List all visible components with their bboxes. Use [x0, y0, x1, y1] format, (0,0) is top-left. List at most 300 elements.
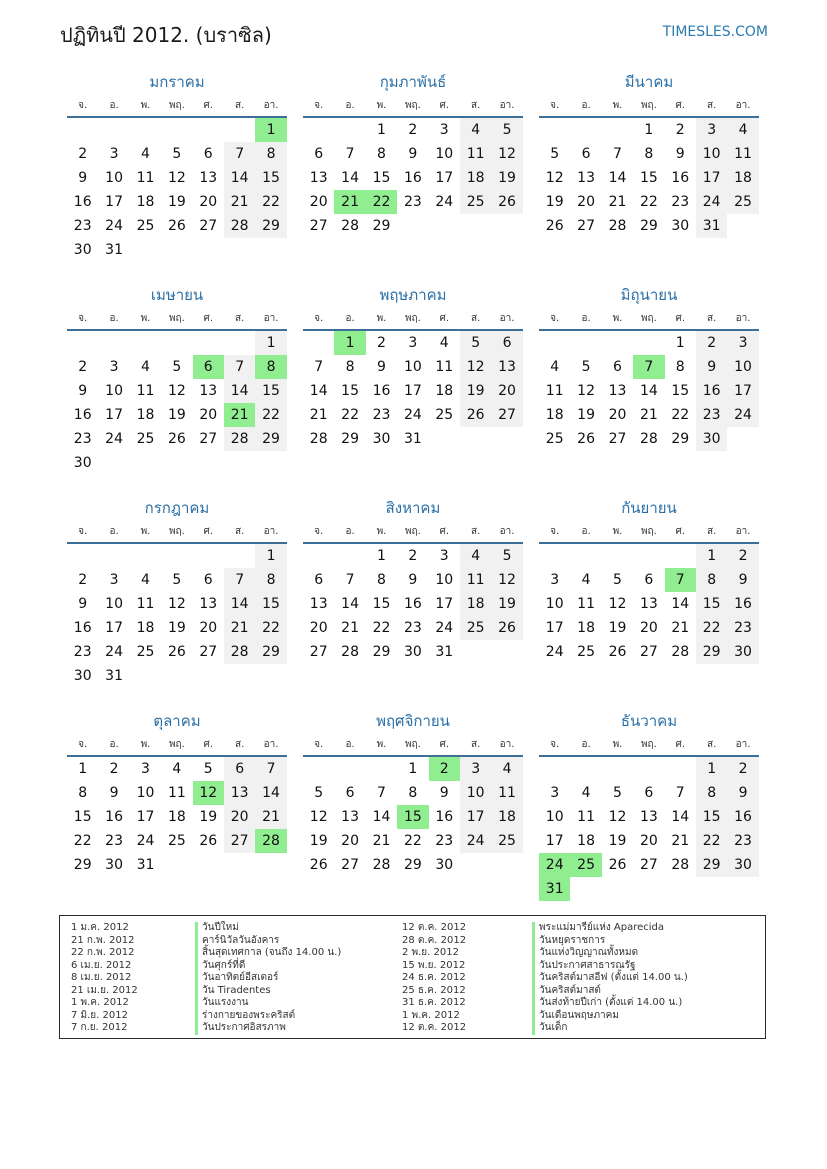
holiday-day-cell: 6	[193, 355, 224, 379]
weekday-header	[67, 521, 287, 544]
day-cell: 29	[639, 218, 658, 234]
day-cell: 23	[73, 644, 92, 660]
holiday-name: วันคริสต์มาสอีฟ (ตั้งแต่ 14.00 น.)	[532, 972, 688, 985]
holiday-dates-column-1	[71, 922, 138, 1035]
day-cell: 20	[199, 194, 218, 210]
day-cell: 2	[675, 122, 685, 138]
day-cell: 7	[345, 572, 355, 588]
weekday-label: ศ.	[675, 100, 686, 111]
day-cell: 17	[105, 194, 123, 210]
days-grid	[67, 331, 287, 475]
day-cell: 11	[460, 142, 491, 166]
weekday-label: อ.	[109, 313, 119, 324]
weekday-label: จ.	[550, 739, 560, 750]
day-cell: 17	[403, 383, 422, 399]
day-cell: 12	[608, 809, 627, 825]
day-cell: 16	[105, 809, 123, 825]
day-cell: 29	[255, 214, 286, 238]
day-cell: 3	[550, 785, 560, 801]
weekday-label: พฤ.	[640, 739, 657, 750]
day-cell: 18	[435, 383, 454, 399]
holiday-day-cell: 15	[397, 805, 428, 829]
empty-day-cell	[727, 214, 758, 238]
empty-day-cell	[130, 664, 161, 688]
day-cell: 14	[224, 166, 255, 190]
holiday-date: 15 พ.ย. 2012	[402, 959, 466, 971]
day-cell: 28	[224, 427, 255, 451]
holiday-name: วันหยุดราชการ	[532, 935, 688, 948]
weekday-label: จ.	[550, 526, 560, 537]
weekday-label: พ.	[376, 739, 387, 750]
holiday-date: 21 ก.พ. 2012	[71, 934, 135, 946]
day-cell: 7	[255, 757, 286, 781]
day-cell: 4	[141, 359, 150, 375]
day-cell: 15	[73, 809, 92, 825]
day-cell: 9	[439, 785, 449, 801]
day-cell: 17	[105, 620, 123, 636]
day-cell: 25	[577, 644, 595, 660]
day-cell: 28	[309, 431, 328, 447]
day-cell: 5	[491, 118, 522, 142]
empty-day-cell	[570, 877, 601, 901]
empty-day-cell	[224, 331, 255, 355]
day-cell: 11	[136, 596, 155, 612]
day-cell: 4	[491, 757, 522, 781]
month-name: กันยายน	[621, 499, 677, 517]
weekday-label: ศ.	[439, 739, 450, 750]
day-cell: 3	[439, 122, 449, 138]
holiday-name: วันแห่งวิญญาณทั้งหมด	[532, 947, 688, 960]
empty-day-cell	[130, 544, 161, 568]
weekday-label: ส.	[235, 100, 245, 111]
day-cell: 11	[577, 809, 595, 825]
weekday-label: พ.	[612, 739, 623, 750]
days-grid	[303, 331, 523, 451]
holiday-day-cell: 12	[193, 781, 224, 805]
day-cell: 8	[345, 359, 355, 375]
day-cell: 18	[727, 166, 758, 190]
weekday-label: พฤ.	[168, 313, 185, 324]
day-cell: 25	[727, 190, 758, 214]
empty-day-cell	[460, 853, 491, 877]
month-calendar	[539, 70, 759, 250]
day-cell: 27	[309, 218, 328, 234]
day-cell: 25	[435, 407, 454, 423]
empty-day-cell	[633, 544, 664, 568]
day-cell: 24	[696, 190, 727, 214]
empty-day-cell	[193, 118, 224, 142]
day-cell: 9	[78, 596, 88, 612]
month-calendar	[67, 709, 287, 889]
holiday-date: 1 พ.ค. 2012	[71, 997, 129, 1008]
empty-day-cell	[491, 640, 522, 664]
empty-day-cell	[193, 238, 224, 262]
day-cell: 16	[73, 194, 92, 210]
day-cell: 24	[105, 644, 123, 660]
weekday-label: อา.	[499, 739, 515, 750]
day-cell: 5	[172, 146, 182, 162]
day-cell: 20	[639, 833, 658, 849]
holiday-day-cell: 31	[539, 877, 570, 901]
day-cell: 20	[608, 407, 627, 423]
day-cell: 1	[408, 761, 418, 777]
day-cell: 25	[545, 431, 564, 447]
day-cell: 13	[199, 170, 218, 186]
day-cell: 17	[435, 596, 454, 612]
day-cell: 2	[408, 548, 418, 564]
day-cell: 12	[309, 809, 328, 825]
day-cell: 22	[73, 833, 92, 849]
weekday-label: ส.	[707, 313, 717, 324]
weekday-label: จ.	[78, 313, 88, 324]
day-cell: 12	[167, 383, 186, 399]
day-cell: 25	[136, 431, 155, 447]
holiday-date: 24 ธ.ค. 2012	[402, 972, 466, 983]
empty-day-cell	[539, 757, 570, 781]
day-cell: 29	[255, 427, 286, 451]
day-cell: 25	[491, 829, 522, 853]
month-calendar	[539, 283, 759, 463]
empty-day-cell	[460, 427, 491, 451]
day-cell: 16	[435, 809, 454, 825]
day-cell: 13	[608, 383, 627, 399]
day-cell: 11	[577, 596, 595, 612]
days-grid	[539, 118, 759, 238]
day-cell: 25	[136, 218, 155, 234]
weekday-label: จ.	[314, 313, 324, 324]
holiday-day-cell: 24	[539, 853, 570, 877]
day-cell: 9	[78, 383, 88, 399]
holiday-name: ร่างกายของพระคริสต์	[195, 1010, 341, 1023]
weekday-label: พ.	[140, 739, 151, 750]
day-cell: 29	[255, 640, 286, 664]
day-cell: 15	[696, 805, 727, 829]
month-name: สิงหาคม	[385, 499, 441, 517]
month-calendar	[67, 283, 287, 471]
day-cell: 27	[224, 829, 255, 853]
day-cell: 17	[460, 805, 491, 829]
day-cell: 2	[78, 146, 88, 162]
day-cell: 28	[671, 644, 690, 660]
day-cell: 21	[224, 616, 255, 640]
empty-day-cell	[602, 331, 633, 355]
day-cell: 30	[73, 242, 92, 258]
day-cell: 18	[545, 407, 564, 423]
day-cell: 20	[199, 407, 218, 423]
day-cell: 28	[341, 218, 359, 234]
weekday-label: ศ.	[675, 739, 686, 750]
holiday-list	[59, 915, 766, 1039]
day-cell: 6	[314, 572, 324, 588]
empty-day-cell	[130, 118, 161, 142]
day-cell: 23	[372, 407, 391, 423]
weekday-label: ศ.	[203, 739, 214, 750]
holiday-name: วันแรงงาน	[195, 997, 341, 1010]
day-cell: 2	[78, 572, 88, 588]
day-cell: 22	[255, 616, 286, 640]
day-cell: 15	[341, 383, 359, 399]
weekday-label: จ.	[78, 526, 88, 537]
weekday-label: พฤ.	[168, 526, 185, 537]
day-cell: 14	[671, 809, 690, 825]
day-cell: 27	[491, 403, 522, 427]
day-cell: 16	[372, 383, 391, 399]
page-title: ปฏิทินปี 2012. (บราซิล)	[60, 23, 272, 47]
weekday-label: ส.	[235, 526, 245, 537]
weekday-label: อา.	[263, 526, 279, 537]
weekday-label: ส.	[471, 526, 481, 537]
day-cell: 19	[608, 620, 627, 636]
day-cell: 17	[727, 379, 758, 403]
day-cell: 31	[696, 214, 727, 238]
day-cell: 10	[403, 359, 422, 375]
empty-day-cell	[633, 331, 664, 355]
day-cell: 3	[141, 761, 150, 777]
empty-day-cell	[602, 877, 633, 901]
day-cell: 1	[255, 331, 286, 355]
day-cell: 28	[608, 218, 627, 234]
day-cell: 18	[491, 805, 522, 829]
weekday-label: ศ.	[439, 313, 450, 324]
day-cell: 27	[639, 857, 658, 873]
weekday-label: พ.	[140, 526, 151, 537]
weekday-header	[539, 95, 759, 118]
holiday-day-cell: 21	[334, 190, 365, 214]
day-cell: 12	[167, 596, 186, 612]
day-cell: 22	[255, 190, 286, 214]
day-cell: 4	[439, 335, 449, 351]
day-cell: 14	[671, 596, 690, 612]
day-cell: 4	[141, 572, 150, 588]
day-cell: 6	[581, 146, 591, 162]
day-cell: 31	[136, 857, 155, 873]
months-grid	[67, 70, 760, 897]
day-cell: 7	[613, 146, 622, 162]
day-cell: 1	[696, 757, 727, 781]
day-cell: 3	[696, 118, 727, 142]
day-cell: 6	[644, 785, 654, 801]
empty-day-cell	[633, 757, 664, 781]
day-cell: 22	[341, 407, 359, 423]
day-cell: 23	[403, 620, 422, 636]
day-cell: 1	[675, 335, 685, 351]
day-cell: 11	[460, 568, 491, 592]
days-grid	[303, 118, 523, 238]
day-cell: 16	[403, 170, 422, 186]
weekday-label: อ.	[345, 526, 355, 537]
weekday-label: อ.	[345, 100, 355, 111]
holiday-date: 7 มิ.ย. 2012	[71, 1009, 128, 1021]
day-cell: 26	[199, 833, 218, 849]
day-cell: 24	[727, 403, 758, 427]
day-cell: 10	[545, 809, 564, 825]
day-cell: 31	[403, 431, 422, 447]
empty-day-cell	[570, 118, 601, 142]
weekday-header	[67, 95, 287, 118]
day-cell: 29	[372, 218, 391, 234]
month-calendar	[539, 496, 759, 676]
day-cell: 28	[224, 640, 255, 664]
month-name: กรกฎาคม	[144, 499, 210, 517]
weekday-label: ศ.	[439, 100, 450, 111]
day-cell: 28	[224, 214, 255, 238]
weekday-label: ศ.	[203, 526, 214, 537]
empty-day-cell	[665, 757, 696, 781]
day-cell: 5	[613, 785, 622, 801]
weekday-label: อา.	[499, 313, 515, 324]
day-cell: 20	[224, 805, 255, 829]
day-cell: 28	[372, 857, 391, 873]
day-cell: 29	[341, 431, 359, 447]
day-cell: 9	[408, 146, 418, 162]
month-calendar	[539, 709, 759, 897]
weekday-label: พฤ.	[168, 100, 185, 111]
day-cell: 3	[550, 572, 560, 588]
weekday-label: อ.	[581, 739, 591, 750]
empty-day-cell	[334, 757, 365, 781]
day-cell: 16	[73, 407, 92, 423]
day-cell: 24	[545, 644, 564, 660]
weekday-label: อา.	[263, 739, 279, 750]
day-cell: 2	[408, 122, 418, 138]
empty-day-cell	[665, 877, 696, 901]
empty-day-cell	[397, 214, 428, 238]
day-cell: 9	[727, 781, 758, 805]
weekday-header	[303, 95, 523, 118]
month-name: มีนาคม	[624, 73, 674, 91]
weekday-label: ศ.	[675, 526, 686, 537]
site-link[interactable]: TIMESLES.COM	[662, 24, 768, 40]
day-cell: 28	[341, 644, 359, 660]
empty-day-cell	[224, 853, 255, 877]
day-cell: 6	[224, 757, 255, 781]
day-cell: 29	[696, 853, 727, 877]
day-cell: 13	[224, 781, 255, 805]
day-cell: 9	[727, 568, 758, 592]
day-cell: 26	[577, 431, 595, 447]
weekday-label: ศ.	[439, 526, 450, 537]
day-cell: 6	[491, 331, 522, 355]
empty-day-cell	[539, 331, 570, 355]
day-cell: 29	[73, 857, 92, 873]
day-cell: 25	[167, 833, 186, 849]
day-cell: 10	[105, 170, 123, 186]
weekday-label: พ.	[376, 526, 387, 537]
empty-day-cell	[193, 853, 224, 877]
day-cell: 13	[309, 596, 328, 612]
month-name: เมษายน	[150, 286, 204, 304]
days-grid	[67, 757, 287, 877]
day-cell: 20	[341, 833, 359, 849]
empty-day-cell	[303, 544, 334, 568]
day-cell: 12	[545, 170, 564, 186]
holiday-name: คาร์นิวัลวันอังคาร	[195, 935, 341, 948]
weekday-label: อ.	[345, 739, 355, 750]
day-cell: 19	[167, 620, 186, 636]
weekday-label: พ.	[376, 313, 387, 324]
weekday-label: อา.	[263, 100, 279, 111]
day-cell: 19	[167, 407, 186, 423]
day-cell: 9	[78, 170, 88, 186]
day-cell: 16	[727, 805, 758, 829]
day-cell: 21	[671, 620, 690, 636]
day-cell: 17	[545, 620, 564, 636]
month-calendar	[303, 283, 523, 463]
weekday-label: พ.	[612, 100, 623, 111]
holiday-day-cell: 21	[224, 403, 255, 427]
day-cell: 6	[644, 572, 654, 588]
day-cell: 14	[255, 781, 286, 805]
weekday-header	[303, 734, 523, 757]
weekday-label: อา.	[499, 100, 515, 111]
weekday-label: พ.	[140, 100, 151, 111]
day-cell: 9	[696, 355, 727, 379]
day-cell: 26	[309, 857, 328, 873]
holiday-day-cell: 8	[255, 355, 286, 379]
day-cell: 15	[255, 379, 286, 403]
day-cell: 12	[577, 383, 595, 399]
weekday-label: ส.	[707, 100, 717, 111]
days-grid	[539, 544, 759, 664]
day-cell: 19	[608, 833, 627, 849]
weekday-label: จ.	[314, 100, 324, 111]
empty-day-cell	[161, 544, 192, 568]
day-cell: 13	[341, 809, 359, 825]
empty-day-cell	[224, 664, 255, 688]
day-cell: 11	[136, 383, 155, 399]
day-cell: 12	[491, 568, 522, 592]
empty-day-cell	[193, 331, 224, 355]
holiday-name: วันประกาศสาธารณรัฐ	[532, 960, 688, 973]
day-cell: 29	[403, 857, 422, 873]
day-cell: 2	[696, 331, 727, 355]
weekday-label: อ.	[345, 313, 355, 324]
holiday-names-column-2	[532, 922, 688, 1035]
day-cell: 16	[73, 620, 92, 636]
weekday-label: อ.	[581, 100, 591, 111]
day-cell: 13	[199, 383, 218, 399]
day-cell: 7	[224, 355, 255, 379]
weekday-header	[539, 308, 759, 331]
empty-day-cell	[491, 853, 522, 877]
empty-day-cell	[570, 331, 601, 355]
day-cell: 4	[727, 118, 758, 142]
weekday-label: จ.	[78, 100, 88, 111]
empty-day-cell	[161, 118, 192, 142]
day-cell: 22	[639, 194, 658, 210]
day-cell: 2	[109, 761, 119, 777]
day-cell: 23	[671, 194, 690, 210]
day-cell: 24	[435, 620, 454, 636]
empty-day-cell	[98, 451, 129, 475]
day-cell: 1	[377, 122, 386, 138]
day-cell: 18	[167, 809, 186, 825]
empty-day-cell	[665, 544, 696, 568]
day-cell: 17	[105, 407, 123, 423]
day-cell: 18	[460, 592, 491, 616]
month-calendar	[303, 70, 523, 250]
day-cell: 17	[136, 809, 155, 825]
holiday-date: 12 ต.ค. 2012	[402, 922, 467, 933]
empty-day-cell	[161, 451, 192, 475]
day-cell: 6	[203, 572, 213, 588]
holiday-date: 31 ธ.ค. 2012	[402, 997, 466, 1008]
day-cell: 15	[639, 170, 658, 186]
weekday-label: ส.	[235, 313, 245, 324]
day-cell: 22	[372, 620, 391, 636]
day-cell: 21	[341, 620, 359, 636]
day-cell: 10	[435, 572, 454, 588]
